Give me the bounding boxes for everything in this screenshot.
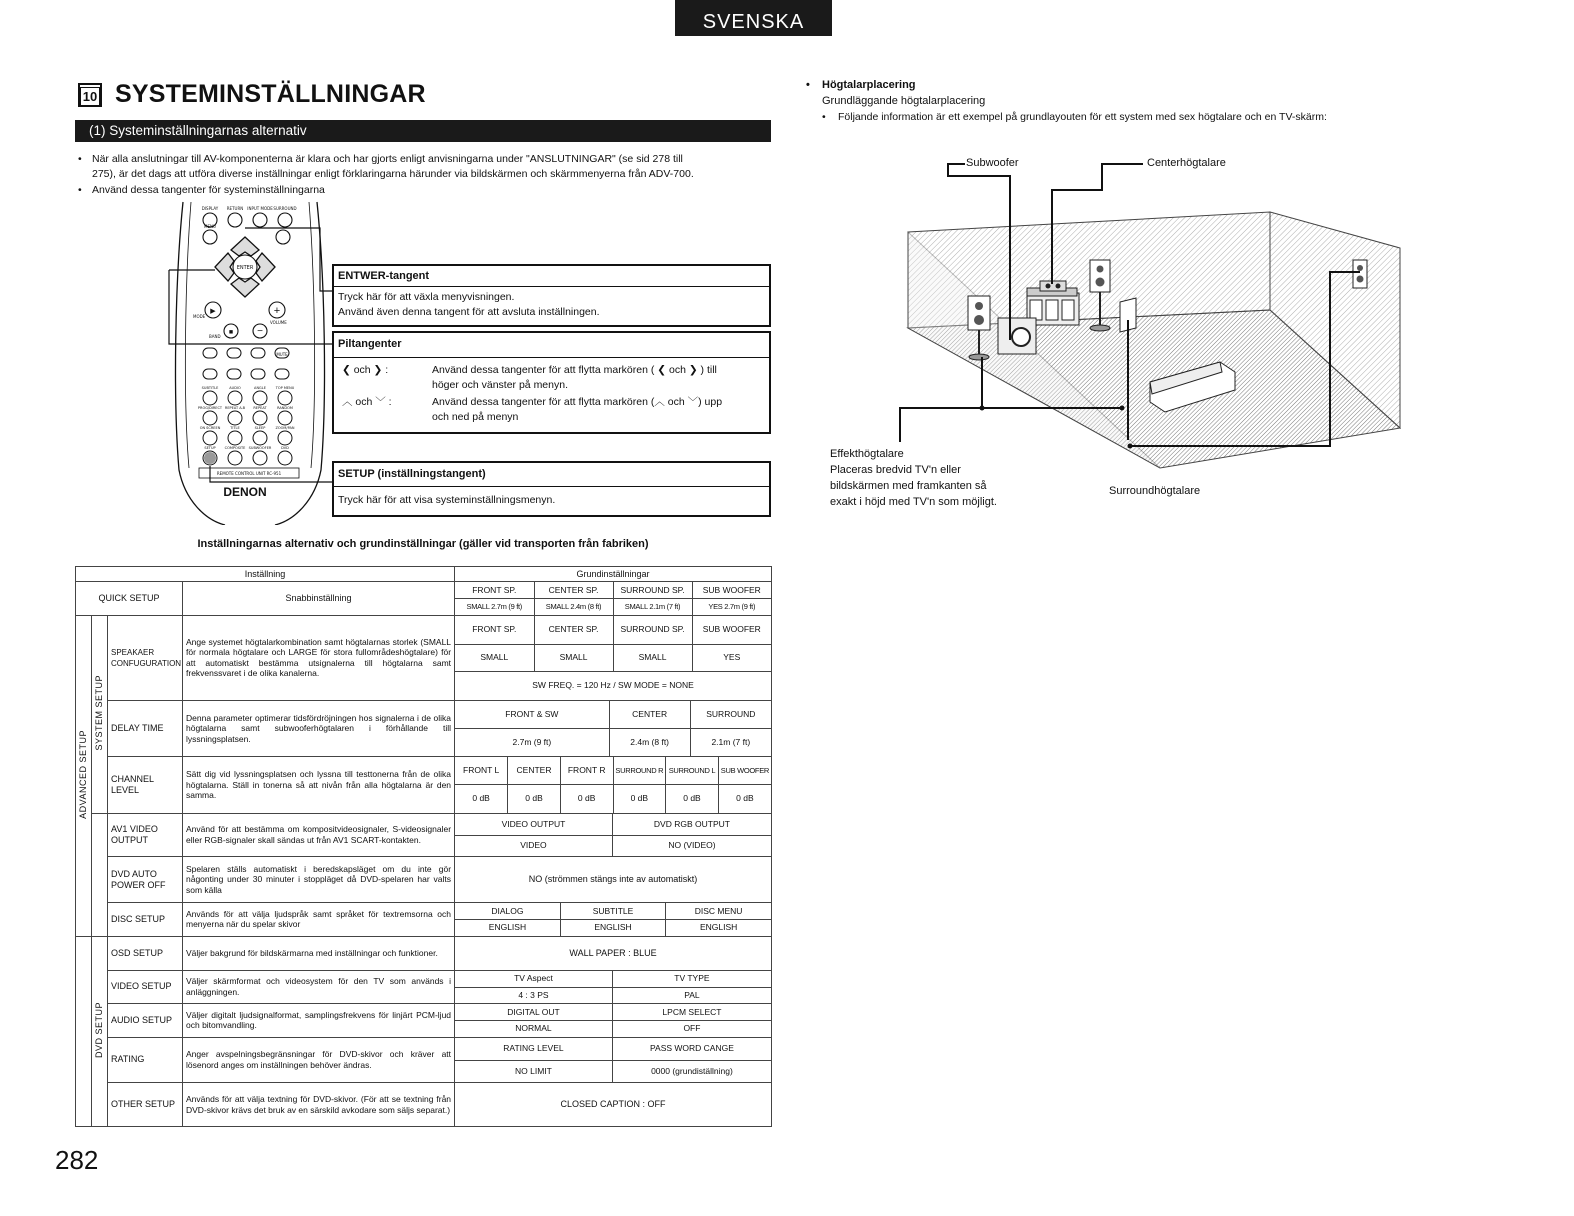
level-head-surround-r: SURROUND R — [613, 757, 666, 784]
setup-key-callout — [332, 461, 771, 517]
rating-head-level: RATING LEVEL — [503, 1043, 564, 1053]
intro-bullet-2: • Använd dessa tangenter för systeminställningarna — [78, 184, 325, 196]
remote-brand-logo: DENON — [223, 485, 267, 499]
delay-head-front: FRONT & SW — [505, 708, 559, 719]
remote-label-return: RETURN — [226, 206, 244, 211]
speaker-freq: SW FREQ. = 120 Hz / SW MODE = NONE — [532, 680, 694, 691]
arrow-keys-title: Piltangenter — [334, 333, 769, 358]
audio-head-lpcm: LPCM SELECT — [612, 1004, 771, 1020]
remote-label-volume: VOLUME — [270, 320, 287, 325]
setup-key-line-1: Tryck här för att visa systeminställningsmenyn. — [338, 494, 556, 506]
video-val-aspect: 4 : 3 PS — [518, 989, 549, 1000]
quick-setup-name: QUICK SETUP — [76, 582, 183, 616]
remote-label-a3: ANGLE — [254, 386, 266, 390]
speaker-placement-heading: • Högtalarplacering — [806, 79, 916, 91]
speaker-val-sub: YES — [692, 644, 771, 671]
level-head-surround-l: SURROUND L — [666, 757, 719, 784]
volume-up-icon: + — [273, 305, 281, 317]
audio-head-digital: DIGITAL OUT — [507, 1006, 560, 1017]
group-dvd-setup: DVD SETUP — [92, 936, 108, 1127]
video-head-type: TV TYPE — [612, 971, 771, 987]
quick-setup-desc: Snabbinställning — [183, 582, 455, 616]
av1-val-video: VIDEO — [520, 840, 547, 851]
up-down-keys-text-1: Använd dessa tangenter för att flytta markören (︿ och ﹀) upp — [432, 396, 723, 408]
audio-setup-values — [455, 1004, 772, 1038]
intro-bullet-1: • När alla anslutningar till AV-komponenterna är klara och har gjorts enligt anvisningarna under "ANSLUTNINGAR" (se sid 278 till 275), är det dags att utföra diverse inställningar enligt förklaringarna härunder via bildskärmen och skärmmenyerna från ADV-700. — [92, 152, 772, 182]
av1-head-video: VIDEO OUTPUT — [501, 818, 566, 829]
remote-label-d4: DVD — [281, 446, 289, 450]
disc-setup-name: DISC SETUP — [108, 903, 183, 937]
remote-label-b3: REPEAT — [253, 406, 267, 410]
remote-label-b1: PROG/DIRECT — [197, 406, 223, 410]
delay-time-name: DELAY TIME — [108, 700, 183, 757]
enter-key-line-2: Använd även denna tangent för att avsluta inställningen. — [338, 306, 600, 318]
chapter-number: 10 — [80, 87, 100, 107]
remote-label-d1: SETUP — [204, 446, 216, 450]
video-setup-desc: Väljer skärmformat och videosystem för den TV som används i anläggningen. — [183, 970, 455, 1004]
remote-label-c3: SLEEP — [254, 426, 266, 430]
remote-label-d3: SUBWOOFER — [248, 446, 272, 450]
remote-label-a4: TOP MENU — [275, 386, 295, 390]
other-setup-desc: Används för att välja textning för DVD-skivor. (För att se textning från DVD-skivor krävs det bruk av en särskild avkodare som säljs separat.) — [183, 1083, 455, 1127]
channel-level-values — [455, 757, 772, 814]
remote-label-mute: MUTE — [276, 352, 288, 357]
video-val-type: PAL — [612, 987, 771, 1003]
table-caption: Inställningarnas alternativ och grundinställningar (gäller vid transporten från fabriken) — [197, 538, 649, 550]
group-advanced-setup: ADVANCED SETUP — [76, 615, 92, 936]
av1-output-desc: Använd för att bestämma om kompositvideosignaler, S-videosignaler eller RGB-signaler skall sändas ut från AV1 SCART-kontakten. — [183, 813, 455, 857]
enter-key-title: ENTWER-tangent — [334, 266, 769, 287]
delay-head-surround: SURROUND — [690, 701, 771, 728]
language-tab: SVENSKA — [675, 0, 832, 36]
audio-val-lpcm: OFF — [612, 1021, 771, 1037]
av1-head-rgb: DVD RGB OUTPUT — [612, 814, 771, 835]
speaker-val-front: SMALL — [480, 652, 509, 663]
disc-head-subtitle: SUBTITLE — [560, 903, 665, 919]
enter-key-line-1: Tryck här för att växla menyvisningen. — [338, 291, 515, 303]
other-setup-value: CLOSED CAPTION : OFF — [455, 1083, 772, 1127]
level-head-sub: SUB WOOFER — [718, 757, 771, 784]
other-setup-name: OTHER SETUP — [108, 1083, 183, 1127]
disc-head-dialog: DIALOG — [491, 905, 524, 916]
remote-label-b4: RANDOM — [277, 406, 293, 410]
level-val-center: 0 dB — [508, 785, 561, 813]
level-val-front-l: 0 dB — [472, 793, 490, 804]
group-system-setup: SYSTEM SETUP — [92, 615, 108, 813]
level-val-sub: 0 dB — [718, 785, 771, 813]
remote-enter-label: ENTER — [236, 265, 254, 271]
auto-power-value: NO (strömmen stängs inte av automatiskt) — [455, 857, 772, 903]
remote-caption: REMOTE CONTROL UNIT RC-951 — [216, 471, 282, 476]
av1-output-name: AV1 VIDEO OUTPUT — [108, 813, 183, 857]
disc-val-subtitle: ENGLISH — [560, 920, 665, 936]
left-right-keys-label: ❮ och ❯ : — [342, 364, 389, 376]
label-center-speaker: Centerhögtalare — [1147, 157, 1226, 169]
page-title: SYSTEMINSTÄLLNINGAR — [115, 80, 426, 108]
intro-line-2: 275), är det dags att utföra diverse inställningar enligt förklaringarna härunder via bildskärmen och skärmmenyerna från ADV-700. — [92, 168, 694, 180]
disc-head-menu: DISC MENU — [666, 903, 771, 919]
remote-label-d2: COMPOSITE — [224, 446, 246, 450]
intro-line-3: Använd dessa tangenter för systeminställningarna — [92, 184, 325, 196]
setup-key-title: SETUP (inställningstangent) — [334, 463, 769, 487]
remote-label-b2: REPEAT A-B — [224, 406, 246, 410]
speaker-head-sub: SUB WOOFER — [692, 616, 771, 644]
disc-setup-desc: Används för att välja ljudspråk samt språket för textremsorna och menyerna när du spelar skivor — [183, 903, 455, 937]
remote-label-a2: AUDIO — [229, 386, 241, 390]
osd-setup-value: WALL PAPER : BLUE — [455, 936, 772, 970]
remote-label-input-mode: INPUT MODE — [247, 206, 273, 211]
remote-label-menu: MENU — [204, 224, 216, 229]
speaker-head-front: FRONT SP. — [472, 624, 517, 634]
osd-setup-desc: Väljer bakgrund för bildskärmarna med inställningar och funktioner. — [183, 936, 455, 970]
left-right-keys-text-1: Använd dessa tangenter för att flytta markören ( ❮ och ❯ ) till — [432, 364, 717, 376]
arrow-keys-callout — [332, 331, 771, 434]
chapter-number-box — [78, 83, 102, 107]
level-head-front-l: FRONT L — [463, 765, 500, 775]
osd-setup-name: OSD SETUP — [108, 936, 183, 970]
up-down-keys-text-2: och ned på menyn — [432, 411, 519, 423]
speaker-config-values — [455, 615, 772, 700]
av1-val-rgb: NO (VIDEO) — [612, 835, 771, 856]
channel-level-name: CHANNEL LEVEL — [108, 757, 183, 814]
quick-val-front: SMALL 2.7m (9 ft) — [466, 602, 523, 612]
disc-val-dialog: ENGLISH — [488, 922, 527, 933]
remote-illustration — [165, 200, 335, 525]
rating-desc: Anger avspelningsbegränsningar för DVD-skivor och kräver att lösenord anges om inställningen behöver ändras. — [183, 1037, 455, 1083]
quick-val-sub: YES 2.7m (9 ft) — [692, 599, 771, 615]
up-down-keys-label: ︿ och ﹀ : — [342, 396, 392, 408]
auto-power-desc: Spelaren ställs automatiskt i beredskapsläget om du inte gör någonting under 30 minuter i stoppläget då DVD-spelaren har valts som källa — [183, 857, 455, 903]
disc-setup-values — [455, 903, 772, 937]
delay-head-center: CENTER — [609, 701, 690, 728]
label-surround-speaker: Surroundhögtalare — [1109, 485, 1201, 497]
speaker-room-diagram — [890, 150, 1410, 480]
quick-val-surround: SMALL 2.1m (7 ft) — [613, 599, 692, 615]
video-setup-name: VIDEO SETUP — [108, 970, 183, 1004]
speaker-config-desc: Ange systemet högtalarkombination samt högtalarnas storlek (SMALL för normala högtalare och LARGE för stora fullområdeshögtalare) för att automatiskt bestämma utsignalerna till högtalarna samt frekvenssvaret i de olika kanalerna. — [183, 615, 455, 700]
settings-table — [75, 566, 772, 1127]
stop-icon: ■ — [228, 329, 234, 336]
section-bar: (1) Systeminställningarnas alternativ — [75, 120, 771, 142]
setup-button-highlight — [204, 452, 216, 464]
auto-power-name: DVD AUTO POWER OFF — [108, 857, 183, 903]
quick-head-front: FRONT SP. — [472, 584, 517, 595]
play-icon: ▶ — [210, 308, 216, 315]
rating-name: RATING — [108, 1037, 183, 1083]
level-head-front-r: FRONT R — [560, 757, 613, 784]
level-val-surround-l: 0 dB — [666, 785, 719, 813]
enter-key-callout — [332, 264, 771, 327]
header-default: Grundinställningar — [455, 567, 772, 582]
audio-setup-desc: Väljer digitalt ljudsignalformat, samplingsfrekvens för linjärt PCM-ljud och bitomvandling. — [183, 1004, 455, 1038]
disc-val-menu: ENGLISH — [666, 920, 771, 936]
delay-time-desc: Denna parameter optimerar tidsfördröjningen hos signalerna i de olika högtalarna samt subwooferhögtalaren i förhållande till lyssningsplatsen. — [183, 700, 455, 757]
rating-head-password: PASS WORD CANGE — [612, 1038, 771, 1060]
remote-label-surround: SURROUND — [273, 206, 297, 211]
channel-level-desc: Sätt dig vid lyssningsplatsen och lyssna till testtonerna från de olika högtalarna. Ställ in tonerna så att nivån från alla högtalarna är den samma. — [183, 757, 455, 814]
remote-label-c4: ZOOM/PAN — [275, 426, 295, 430]
audio-val-digital: NORMAL — [515, 1023, 552, 1034]
quick-setup-values — [455, 582, 772, 616]
left-right-keys-text-2: höger och vänster på menyn. — [432, 379, 568, 391]
av1-output-values — [455, 813, 772, 857]
delay-val-front: 2.7m (9 ft) — [512, 736, 552, 747]
video-head-aspect: TV Aspect — [514, 973, 553, 983]
speaker-val-surround: SMALL — [613, 644, 692, 671]
speaker-config-name: SPEAKAER CONFUGURATION — [108, 615, 183, 700]
video-setup-values — [455, 970, 772, 1004]
rating-val-password: 0000 (grundiställning) — [612, 1060, 771, 1082]
volume-down-icon: − — [257, 326, 263, 337]
quick-head-center: CENTER SP. — [534, 582, 613, 598]
delay-time-values — [455, 700, 772, 757]
quick-head-sub: SUB WOOFER — [692, 582, 771, 598]
level-val-surround-r: 0 dB — [613, 785, 666, 813]
page-number: 282 — [55, 1145, 99, 1175]
speaker-placement-subheading: Grundläggande högtalarplacering — [822, 95, 986, 107]
level-val-front-r: 0 dB — [560, 785, 613, 813]
label-effect-speaker: Effekthögtalare Placeras bredvid TV'n eller bildskärmen med framkanten så exakt i höjd med TV'n som möjligt. — [830, 448, 997, 508]
header-setting: Inställning — [76, 567, 455, 582]
remote-label-c1: ON SCREEN — [199, 426, 221, 430]
speaker-val-center: SMALL — [534, 644, 613, 671]
quick-val-center: SMALL 2.4m (8 ft) — [534, 599, 613, 615]
remote-label-mode: MODE — [193, 314, 206, 319]
speaker-placement-bullet: • Följande information är ett exempel på grundlayouten för ett system med sex högtalare och en TV-skärm: — [822, 111, 1327, 123]
quick-head-surround: SURROUND SP. — [613, 582, 692, 598]
delay-val-surround: 2.1m (7 ft) — [690, 728, 771, 756]
remote-label-display: DISPLAY — [201, 206, 219, 211]
remote-label-band: BAND — [209, 334, 221, 339]
audio-setup-name: AUDIO SETUP — [108, 1004, 183, 1038]
remote-label-a1: SUBTITLE — [201, 386, 219, 390]
rating-val-level: NO LIMIT — [515, 1065, 552, 1076]
speaker-head-surround: SURROUND SP. — [613, 616, 692, 644]
label-subwoofer: Subwoofer — [966, 157, 1019, 169]
speaker-head-center: CENTER SP. — [534, 616, 613, 644]
intro-line-1: När alla anslutningar till AV-komponenterna är klara och har gjorts enligt anvisningarna under "ANSLUTNINGAR" (se sid 278 till — [92, 153, 683, 165]
remote-label-c2: TITLE — [230, 426, 240, 430]
delay-val-center: 2.4m (8 ft) — [609, 728, 690, 756]
level-head-center: CENTER — [508, 757, 561, 784]
rating-values — [455, 1037, 772, 1083]
